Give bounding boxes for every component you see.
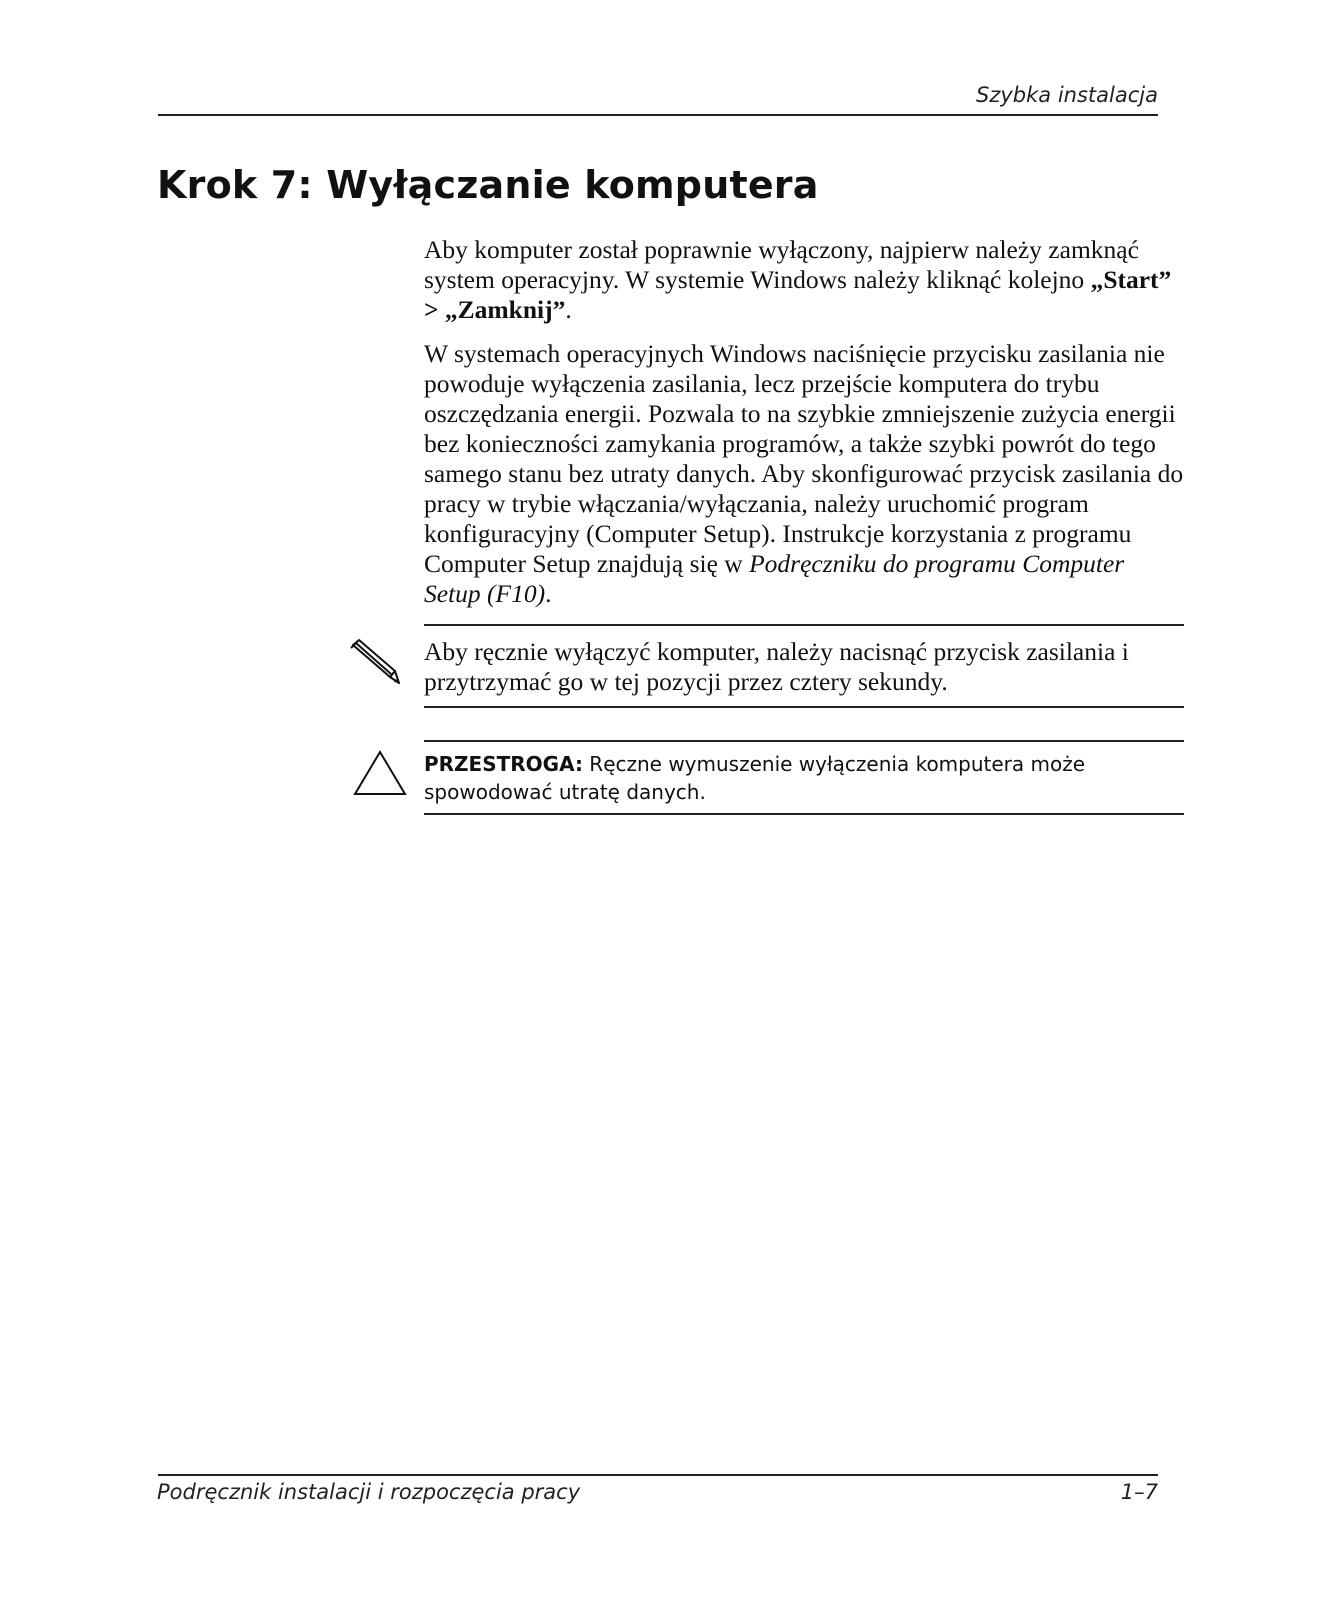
paragraph-1-text: Aby komputer został poprawnie wyłączony, najpierw należy zamknąć system operacyjny. W systemie Windows należy kliknąć kolejno xyxy=(424,235,1139,294)
caution-text xyxy=(424,750,1184,806)
warning-triangle-icon xyxy=(352,749,408,797)
menu-path: „Start” > „Zamknij” xyxy=(424,265,1172,324)
caution-rule-bottom xyxy=(424,813,1184,815)
footer-doc-title: Podręcznik instalacji i rozpoczęcia pracy xyxy=(157,1480,581,1504)
header-rule xyxy=(158,114,1158,116)
footer-rule xyxy=(158,1474,1158,1476)
page-title: Krok 7: Wyłączanie komputera xyxy=(157,163,819,207)
paragraph-2 xyxy=(424,339,1184,609)
paragraph-1-end: . xyxy=(565,295,572,324)
caution-body: Ręczne wymuszenie wyłączenia komputera może spowodować utratę danych. xyxy=(424,752,1086,804)
running-header: Szybka instalacja xyxy=(976,83,1158,107)
note-rule-top xyxy=(424,624,1184,626)
caution-rule-top xyxy=(424,740,1184,742)
paragraph-1 xyxy=(424,235,1184,325)
manual-reference: Podręczniku do programu Computer Setup (F10) xyxy=(424,549,1125,608)
caution-label: PRZESTROGA: xyxy=(424,752,583,776)
note-text: Aby ręcznie wyłączyć komputer, należy nacisnąć przycisk zasilania i przytrzymać go w tej pozycji przez cztery sekundy. xyxy=(424,637,1129,696)
note-rule-bottom xyxy=(424,706,1184,708)
page-number: 1–7 xyxy=(1120,1480,1158,1504)
pencil-icon xyxy=(348,638,400,686)
paragraph-2-end: . xyxy=(545,579,552,608)
paragraph-2-text: W systemach operacyjnych Windows naciśnięcie przycisku zasilania nie powoduje wyłączenia zasilania, lecz przejście komputera do trybu oszczędzania energii. Pozwala to na szybkie zmniejszenie zużycia energii bez konieczności zamykania programów, a także szybki powrót do tego samego stanu bez utraty danych. Aby skonfigurować przycisk zasilania do pracy w trybie włączania/wyłączania, należy uruchomić program konfiguracyjny (Computer Setup). Instrukcje korzystania z programu Computer Setup znajdują się w xyxy=(424,339,1184,578)
